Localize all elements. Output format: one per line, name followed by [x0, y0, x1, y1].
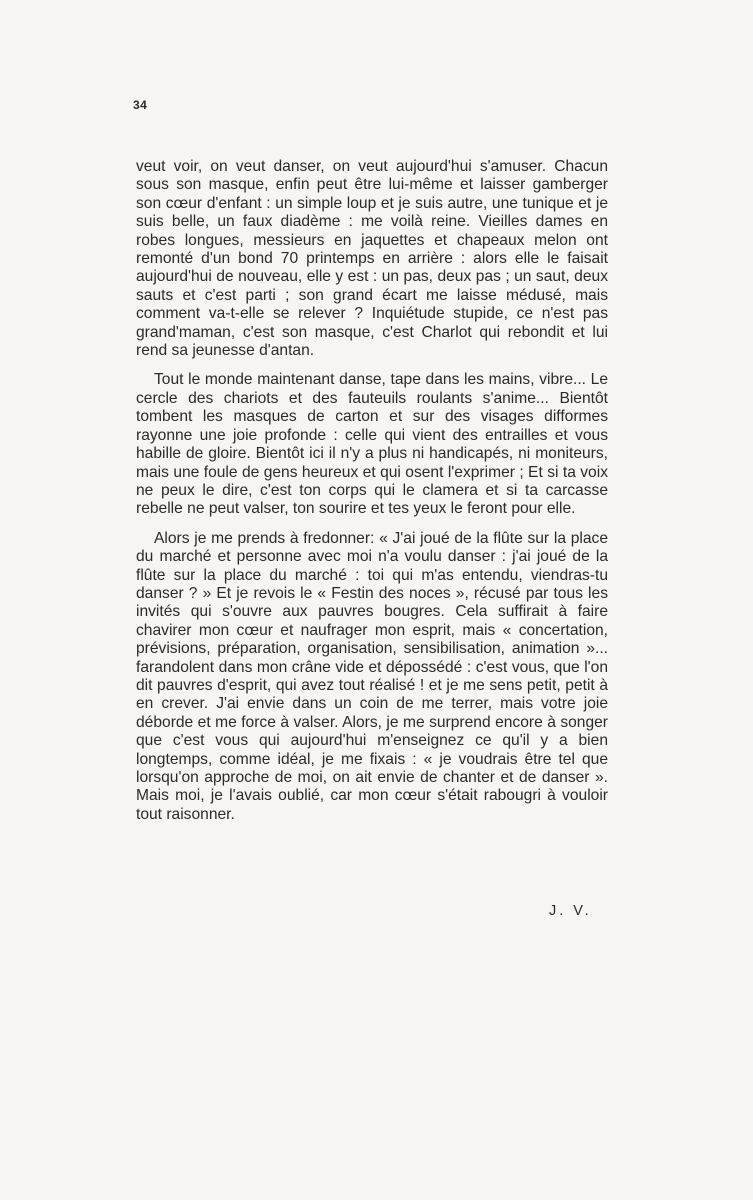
page-number: 34: [133, 98, 148, 112]
article-body: [136, 158, 608, 835]
paragraph-2: Tout le monde maintenant danse, tape dans les mains, vibre... Le cercle des chariots et des fauteuils roulants s'anime... Bientôt tombent les masques de carton et sur des visages difformes rayonne une joie profonde : celle qui vient des entrailles et vous habille de gloire. Bientôt ici il n'y a plus ni handicapés, ni moniteurs, mais une foule de gens heureux et qui osent l'exprimer ; Et si ta voix ne peux le dire, c'est ton corps qui le clamera et si ta carcasse rebelle ne peut valser, ton sourire et tes yeux le feront pour elle.: [136, 371, 608, 518]
paragraph-1: veut voir, on veut danser, on veut aujourd'hui s'amuser. Chacun sous son masque, enfin peut être lui-même et laisser gamberger son cœur d'enfant : un simple loup et je suis autre, une tunique et je suis belle, un faux diadème : me voilà reine. Vieilles dames en robes longues, messieurs en jaquettes et chapeaux melon ont remonté d'un bond 70 printemps en arrière : alors elle le faisait aujourd'hui de nouveau, elle y est : un pas, deux pas ; un saut, deux sauts et c'est parti ; son grand écart me laisse médusé, mais comment va-t-elle se relever ? Inquiétude stupide, ce n'est pas grand'maman, c'est son masque, c'est Charlot qui rebondit et lui rend sa jeunesse d'antan.: [136, 158, 608, 360]
author-signature: J. V.: [549, 903, 592, 919]
paragraph-3: Alors je me prends à fredonner: « J'ai joué de la flûte sur la place du marché et personne avec moi n'a voulu danser : j'ai joué de la flûte sur la place du marché : toi qui m'as entendu, viendras-tu danser ? » Et je revois le « Festin des noces », récusé par tous les invités qui s'ouvre aux pauvres bougres. Cela suffirait à faire chavirer mon cœur et naufrager mon esprit, mais « concertation, prévisions, préparation, organisation, sensibilisation, animation »... farandolent dans mon crâne vide et dépossédé : c'est vous, que l'on dit pauvres d'esprit, qui avez tout réalisé ! et je me sens petit, petit à en crever. J'ai envie dans un coin de me terrer, mais votre joie déborde et me force à valser. Alors, je me surprend encore à songer que c'est vous qui aujourd'hui m'enseignez ce qu'il y a bien longtemps, comme idéal, je me fixais : « je voudrais être tel que lorsqu'on approche de moi, on ait envie de chanter et de danser ». Mais moi, je l'avais oublié, car mon cœur s'était rabougri à vouloir tout raisonner.: [136, 529, 608, 823]
